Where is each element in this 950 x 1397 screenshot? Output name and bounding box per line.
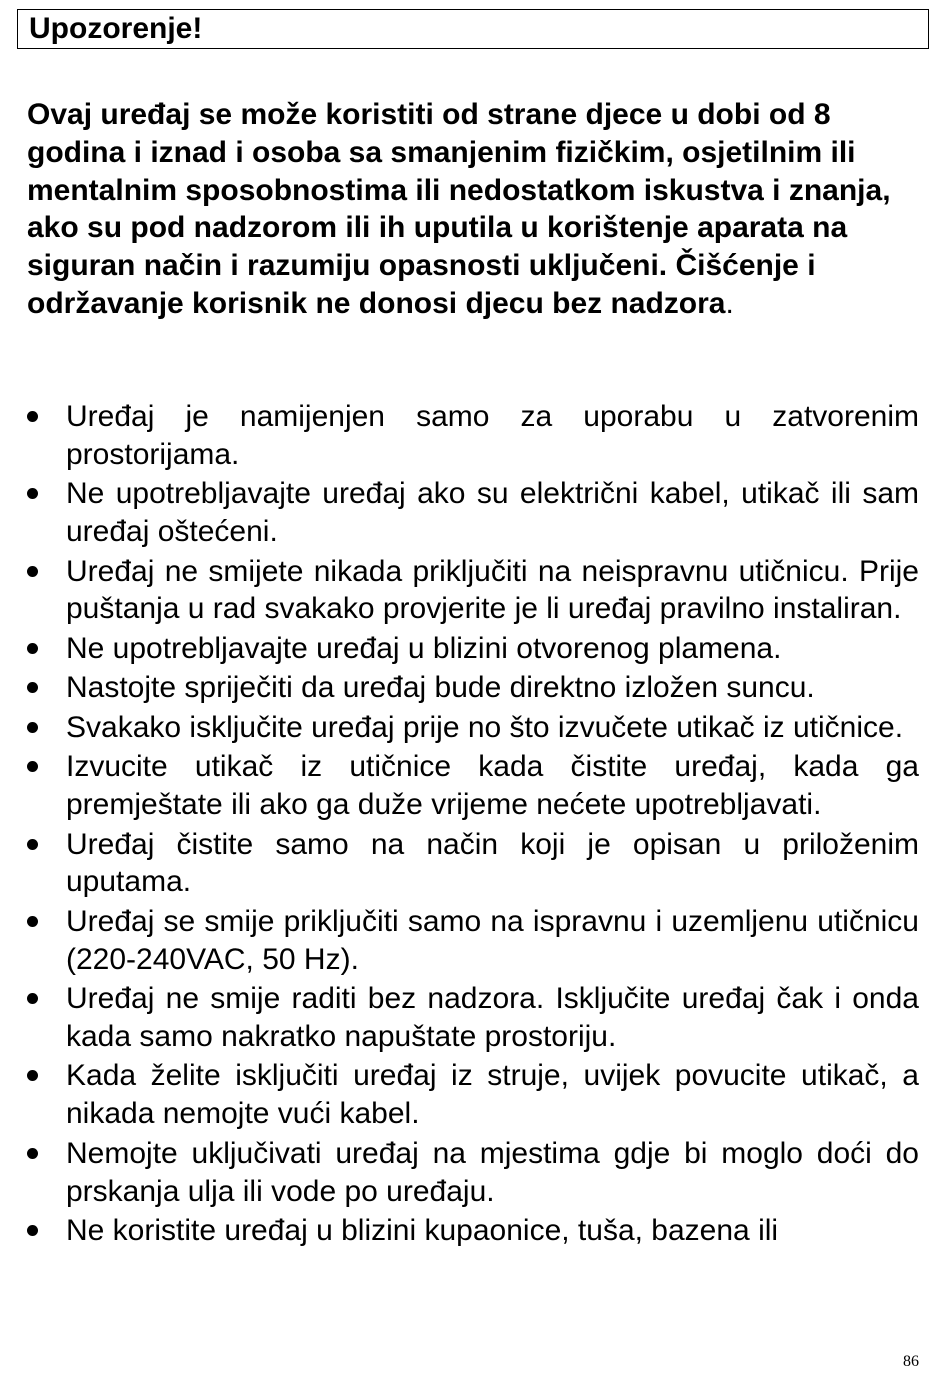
- intro-end-punctuation: .: [725, 286, 734, 320]
- list-item: [0, 398, 919, 474]
- list-item-text: Uređaj ne smijete nikada priključiti na neispravnu utičnicu. Prije puštanja u rad svakako provjerite je li uređaj pravilno instaliran.: [66, 554, 919, 626]
- list-item-text: Izvucite utikač iz utičnice kada čistite uređaj, kada ga premještate ili ako ga duže vrijeme nećete upotrebljavati.: [66, 750, 919, 822]
- bullet-icon: [27, 682, 38, 693]
- bullet-icon: [27, 643, 38, 654]
- bullet-icon: [27, 566, 38, 577]
- bullet-icon: [27, 761, 38, 772]
- list-item: [0, 1212, 919, 1250]
- page-number: 86: [903, 1353, 919, 1370]
- list-item-text: Nastojte spriječiti da uređaj bude direktno izložen suncu.: [66, 671, 815, 705]
- bullet-icon: [27, 722, 38, 733]
- list-item-text: Svakako isključite uređaj prije no što izvučete utikač iz utičnice.: [66, 710, 904, 744]
- list-item: [0, 630, 919, 668]
- bullet-icon: [27, 1148, 38, 1159]
- list-item: [0, 980, 919, 1056]
- list-item: [0, 553, 919, 629]
- list-item-text: Ne koristite uređaj u blizini kupaonice, tuša, bazena ili: [66, 1213, 779, 1247]
- warning-title: Upozorenje!: [29, 12, 203, 45]
- list-item: [0, 748, 919, 824]
- list-item: [0, 1135, 919, 1211]
- list-item-text: Ne upotrebljavajte uređaj ako su električni kabel, utikač ili sam uređaj oštećeni.: [66, 477, 919, 549]
- bullet-icon: [27, 1225, 38, 1236]
- warning-header-box: [17, 9, 929, 49]
- list-item-text: Ne upotrebljavajte uređaj u blizini otvorenog plamena.: [66, 631, 782, 665]
- list-item: [0, 709, 919, 747]
- list-item-text: Uređaj čistite samo na način koji je opisan u priloženim uputama.: [66, 827, 919, 899]
- list-item-text: Kada želite isključiti uređaj iz struje, uvijek povucite utikač, a nikada nemojte vući kabel.: [66, 1059, 919, 1131]
- list-item: [0, 669, 919, 707]
- safety-instructions-list: [0, 398, 950, 1251]
- intro-text: Ovaj uređaj se može koristiti od strane djece u dobi od 8 godina i iznad i osoba sa smanjenim fizičkim, osjetilnim ili mentalnim sposobnostima ili nedostatkom iskustva i znanja, ako su pod nadzorom ili ih uputila u korištenje aparata na siguran način i razumiju opasnosti uključeni. Čišćenje i održavanje korisnik ne donosi djecu bez nadzora: [27, 98, 891, 320]
- bullet-icon: [27, 1070, 38, 1081]
- bullet-icon: [27, 993, 38, 1004]
- list-item-text: Nemojte uključivati uređaj na mjestima gdje bi moglo doći do prskanja ulja ili vode po uređaju.: [66, 1136, 919, 1208]
- list-item-text: Uređaj je namijenjen samo za uporabu u zatvorenim prostorijama.: [66, 400, 919, 471]
- list-item-text: Uređaj se smije priključiti samo na ispravnu i uzemljenu utičnicu (220-240VAC, 50 Hz).: [66, 904, 919, 976]
- list-item: [0, 1057, 919, 1133]
- bullet-icon: [27, 411, 38, 422]
- bullet-icon: [27, 488, 38, 499]
- list-item: [0, 903, 919, 979]
- intro-paragraph: [27, 96, 932, 323]
- bullet-icon: [27, 839, 38, 850]
- list-item: [0, 475, 919, 551]
- list-item: [0, 826, 919, 902]
- bullet-icon: [27, 916, 38, 927]
- list-item-text: Uređaj ne smije raditi bez nadzora. Isključite uređaj čak i onda kada samo nakratko napuštate prostoriju.: [66, 982, 919, 1053]
